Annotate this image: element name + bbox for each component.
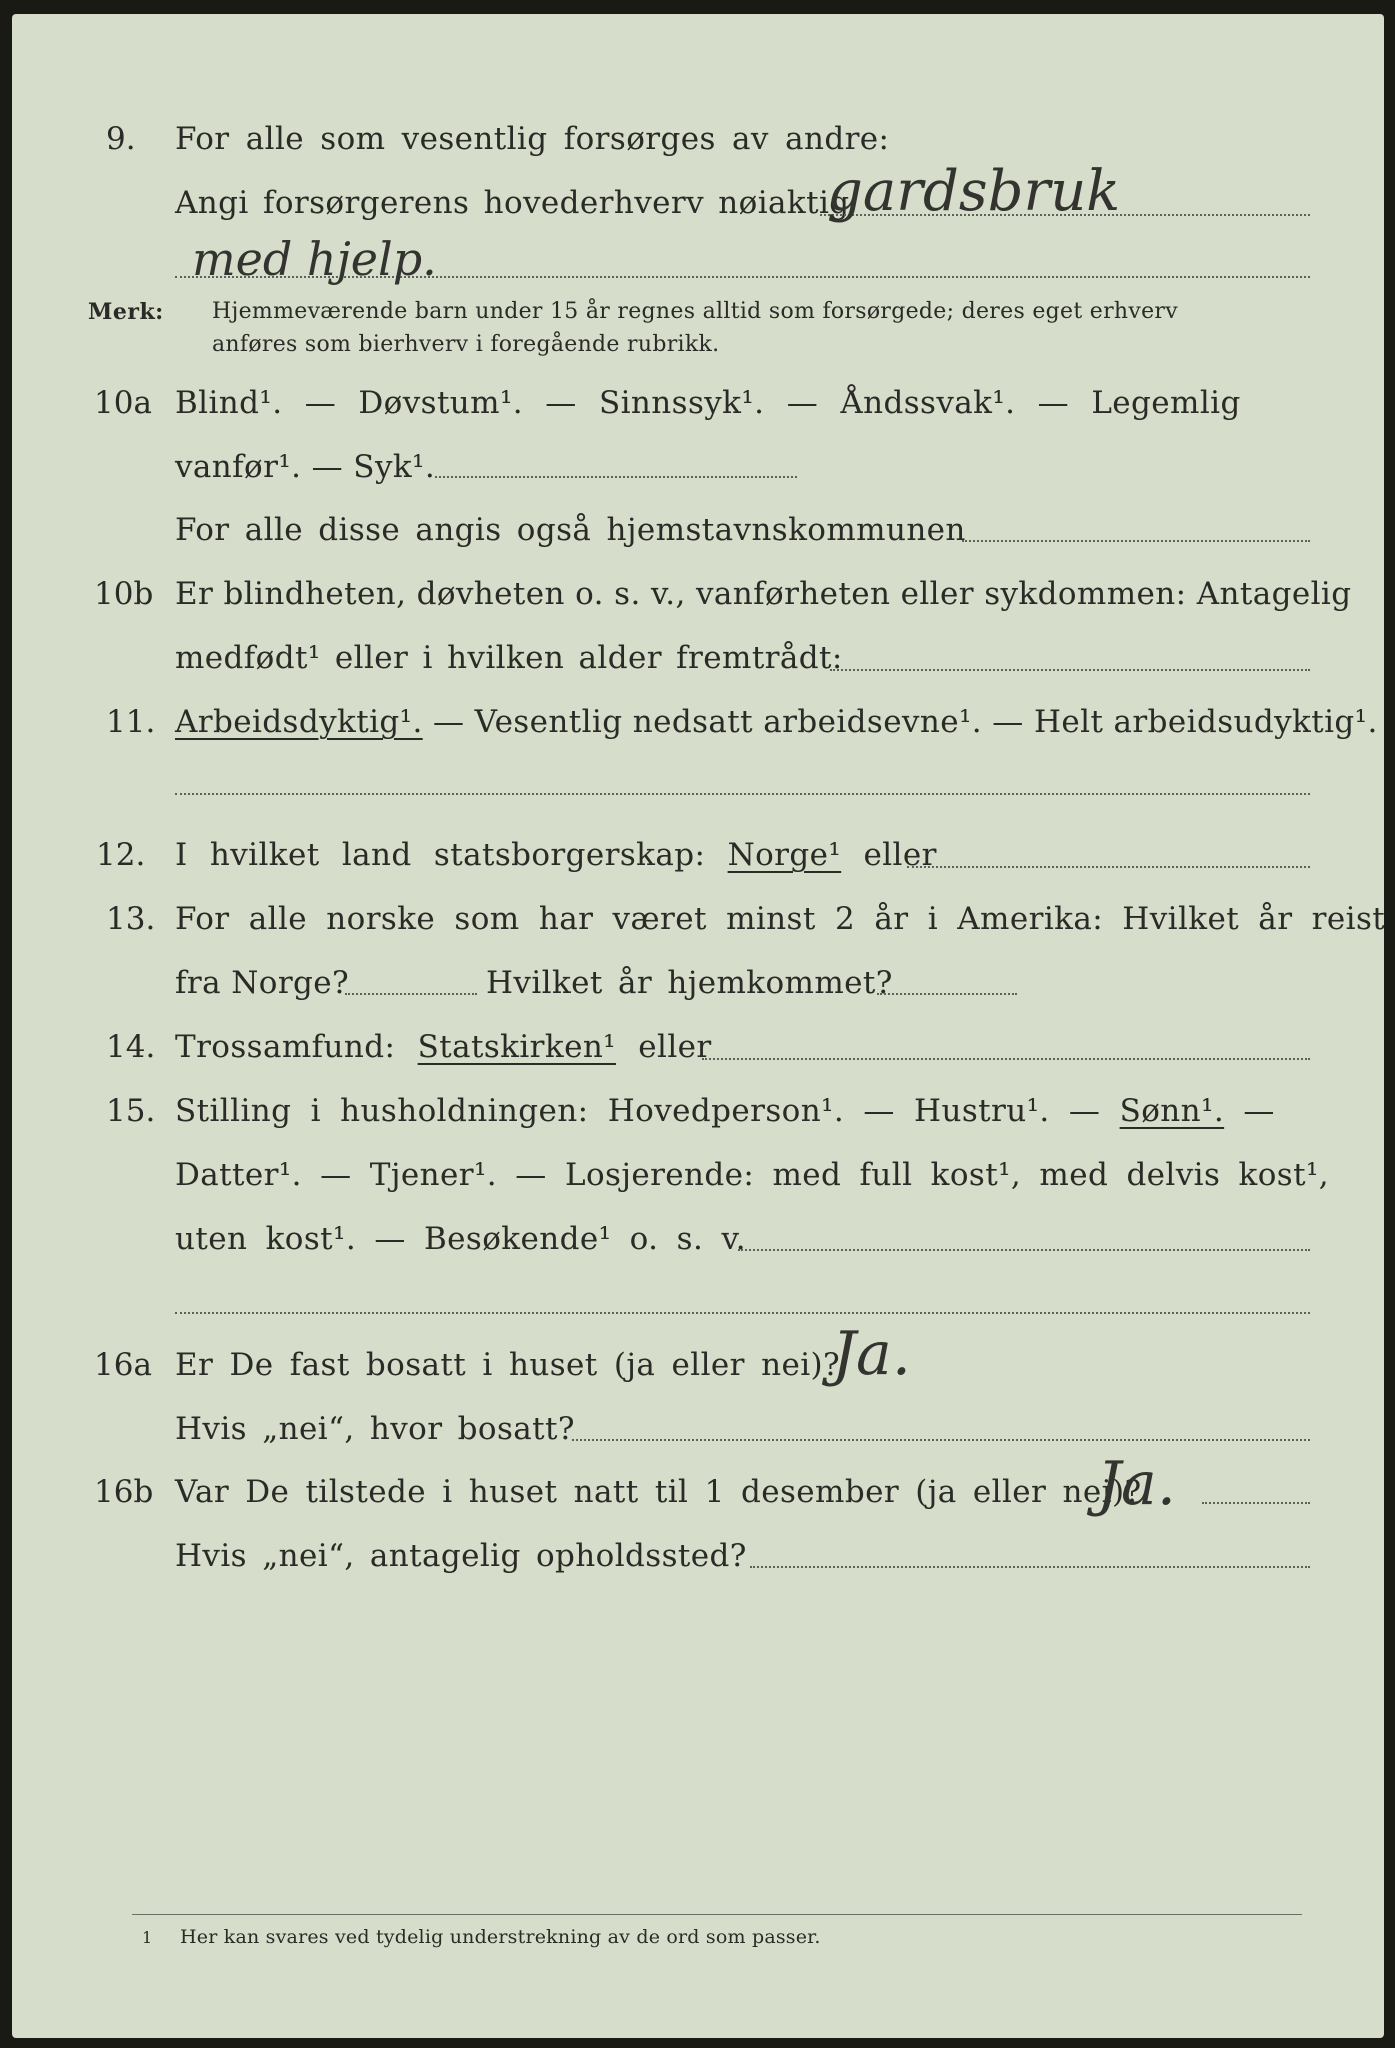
merk-label: Merk:: [88, 299, 164, 325]
q10b-question-2: medfødt¹ eller i hvilken alder fremtrådt:: [175, 640, 843, 676]
q15-answer-line: [738, 1249, 1310, 1251]
merk-note-line-2: anføres som bierhverv i foregående rubrikk.: [212, 332, 720, 357]
q15-options-2: Datter¹. — Tjener¹. — Losjerende: med full kost¹, med delvis kost¹,: [175, 1157, 1330, 1193]
q11-answer-line: [175, 793, 1310, 795]
q16a-answer-line: [572, 1439, 1310, 1441]
q9-handwritten-answer: gardsbruk: [827, 159, 1121, 224]
footnote-mark: 1: [142, 1928, 153, 1947]
q12-prompt: I hvilket land statsborgerskap:: [175, 837, 706, 873]
q14-state-church-underlined: Statskirken¹: [417, 1029, 617, 1065]
q13-year-returned-line: [877, 993, 1017, 995]
q9-handwritten-answer-2: med hjelp.: [192, 232, 437, 286]
q13-question: For alle norske som har været minst 2 år i Amerika: Hvilket år reist: [175, 901, 1386, 937]
footnote-divider: [132, 1914, 1302, 1915]
q11-options: [175, 704, 1378, 740]
q10a-sick-line: [435, 476, 797, 478]
q14-or: eller: [638, 1029, 712, 1065]
census-form-page: [12, 14, 1384, 2038]
q12-question: [175, 837, 937, 873]
q10b-question: Er blindheten, døvheten o. s. v., vanførheten eller sykdommen: Antagelig: [175, 576, 1352, 612]
footnote-text: Her kan svares ved tydelig understrekning av de ord som passer.: [180, 1926, 821, 1948]
q13-returned: Hvilket år hjemkommet?: [486, 965, 893, 1001]
q10b-answer-line: [830, 669, 1310, 671]
q10b-number: 10b: [94, 576, 154, 612]
q16b-number: 16b: [94, 1474, 154, 1510]
q10a-options-2: vanfør¹. — Syk¹.: [175, 449, 436, 485]
q12-norway-underlined: Norge¹: [727, 837, 842, 873]
q10a-number: 10a: [94, 385, 152, 421]
q14-question: [175, 1029, 712, 1065]
q16a-where-living: Hvis „nei“, hvor bosatt?: [175, 1411, 575, 1447]
q9-question: For alle som vesentlig forsørges av andre:: [175, 121, 890, 157]
q13-year-left-line: [345, 993, 477, 995]
q15-dash: —: [1243, 1093, 1275, 1129]
q16a-handwritten-answer: Ja.: [832, 1319, 911, 1389]
q10a-options: Blind¹. — Døvstum¹. — Sinnssyk¹. — Åndssvak¹. — Legemlig: [175, 385, 1241, 421]
q15-options-3: uten kost¹. — Besøkende¹ o. s. v.: [175, 1221, 746, 1257]
q14-answer-line: [702, 1058, 1310, 1060]
q16b-question: Var De tilstede i huset natt til 1 desember (ja eller nei)?: [175, 1474, 1142, 1510]
q12-or: eller: [863, 837, 937, 873]
q12-answer-line: [907, 866, 1310, 868]
q11-number: 11.: [106, 704, 156, 740]
q9-number: 9.: [106, 121, 136, 157]
q16b-answer-line: [1202, 1502, 1310, 1504]
q16a-number: 16a: [94, 1347, 152, 1383]
q16b-probable-stay: Hvis „nei“, antagelig opholdssted?: [175, 1538, 747, 1574]
q16b-stay-line: [750, 1566, 1310, 1568]
q9-occupation-prompt: Angi forsørgerens hovederhverv nøiaktig: [175, 185, 850, 221]
q10a-home-municipality: For alle disse angis også hjemstavnskommunen: [175, 512, 966, 548]
q15-number: 15.: [106, 1093, 156, 1129]
q11-able-underlined: Arbeidsdyktig¹.: [175, 704, 423, 740]
q12-number: 12.: [96, 837, 146, 873]
q15-answer-line-2: [175, 1312, 1310, 1314]
q16b-handwritten-answer: Ja.: [1097, 1449, 1176, 1519]
q10a-municipality-line: [962, 540, 1310, 542]
q13-left-norway: fra Norge?: [175, 965, 350, 1001]
merk-note-line-1: Hjemmeværende barn under 15 år regnes alltid som forsørgede; deres eget erhverv: [212, 299, 1178, 324]
q15-household-position: [175, 1093, 1275, 1129]
q16a-question: Er De fast bosatt i huset (ja eller nei)?: [175, 1347, 841, 1383]
q15-options-1: Stilling i husholdningen: Hovedperson¹. — Hustru¹. —: [175, 1093, 1101, 1129]
q14-number: 14.: [106, 1029, 156, 1065]
q14-prompt: Trossamfund:: [175, 1029, 396, 1065]
q11-other-options: — Vesentlig nedsatt arbeidsevne¹. — Helt arbeidsudyktig¹.: [432, 704, 1378, 740]
q13-number: 13.: [106, 901, 156, 937]
q15-son-underlined: Sønn¹.: [1119, 1093, 1225, 1129]
